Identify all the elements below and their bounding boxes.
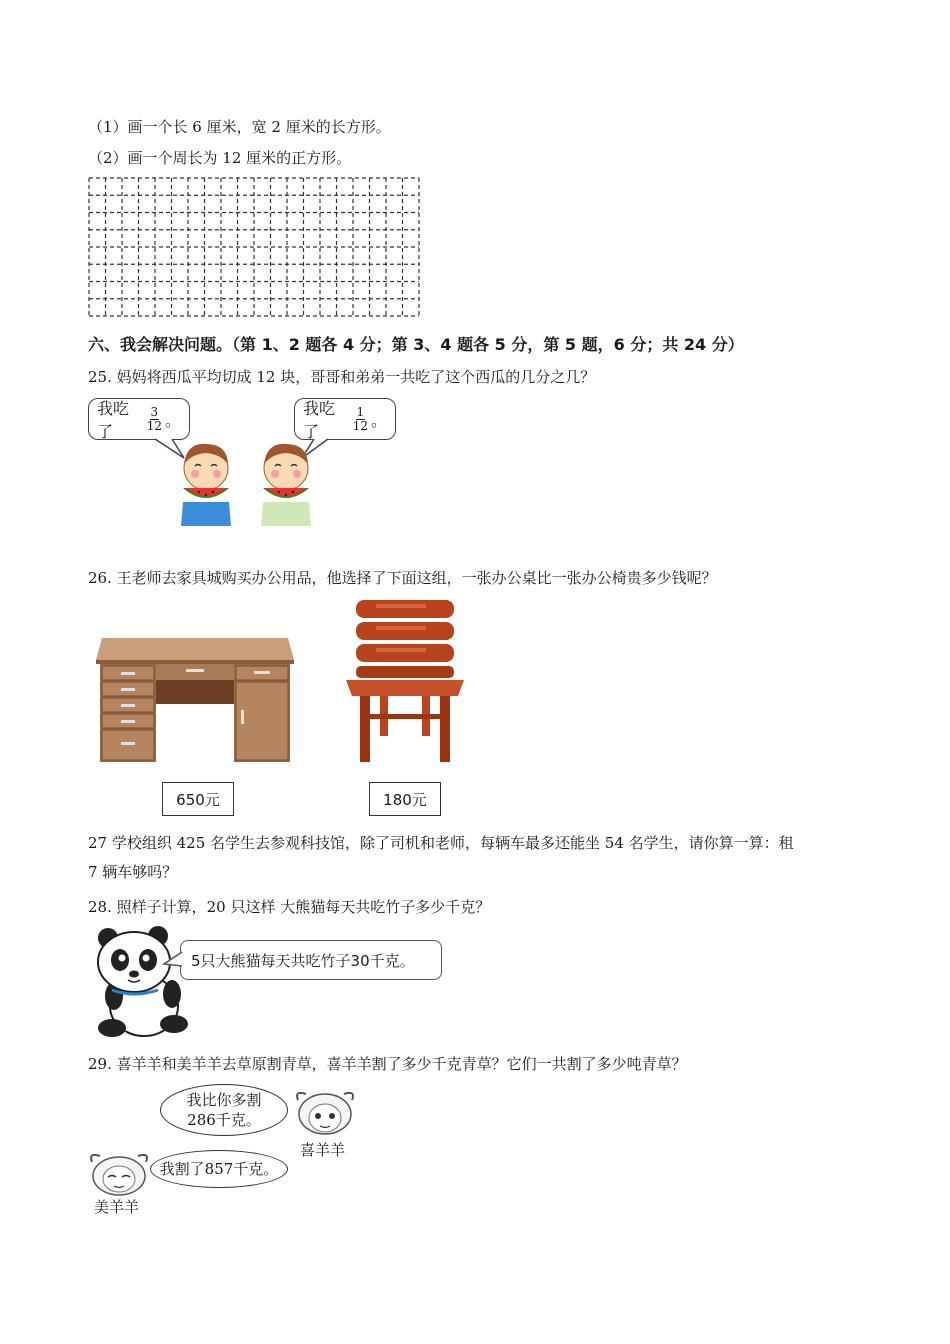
q29-text: 29. 喜羊羊和美羊羊去草原割青草，喜羊羊割了多少千克青草？它们一共割了多少吨青草？: [88, 1055, 687, 1073]
q24-part2: （2）画一个周长为 12 厘米的正方形。: [88, 149, 352, 167]
q27-line1: 27 学校组织 425 名学生去参观科技馆，除了司机和老师，每辆车最多还能坐 54 名学生，请你算一算：租: [88, 834, 794, 852]
section6-heading: 六、我会解决问题。（第 1、2 题各 4 分；第 3、4 题各 5 分，第 5 题，6 分；共 24 分）: [88, 335, 744, 354]
fraction-num: 1: [356, 404, 365, 419]
dotted-drawing-grid: [88, 177, 420, 318]
panda-image: [92, 924, 192, 1040]
bubble-left-suffix: 。: [164, 410, 181, 430]
q28-text: 28. 照样子计算，20 只这样 大熊猫每天共吃竹子多少千克？: [88, 898, 491, 916]
meiyangyang-image: [88, 1152, 150, 1198]
q28-panda-bubble: 5只大熊猫每天共吃竹子30千克。: [180, 940, 442, 980]
xiyangyang-name: 喜羊羊: [300, 1141, 346, 1159]
xiyangyang-image: [294, 1090, 356, 1138]
desk-price-tag: 650元: [162, 782, 234, 816]
xiyangyang-bubble-line2: 286千克。: [187, 1111, 261, 1129]
q25-text: 25. 妈妈将西瓜平均切成 12 块，哥哥和弟弟一共吃了这个西瓜的几分之几？: [88, 368, 596, 386]
fraction-den: 12: [352, 418, 368, 433]
xiyangyang-bubble-line1: 我比你多割: [186, 1091, 262, 1109]
bubble-right-prefix: 我吃了: [303, 399, 336, 441]
meiyangyang-name: 美羊羊: [94, 1198, 140, 1216]
panda-bubble-tail: [162, 950, 184, 970]
fraction-den: 12: [146, 418, 162, 433]
q25-bubble-right: [294, 398, 396, 440]
fraction-1-12: [353, 406, 368, 433]
bubble-left-prefix: 我吃了: [97, 399, 130, 441]
q25-bubble-left: [88, 398, 190, 440]
meiyangyang-bubble: 我割了857千克。: [150, 1150, 288, 1188]
q26-text: 26. 王老师去家具城购买办公用品，他选择了下面这组，一张办公桌比一张办公椅贵多少钱呢？: [88, 569, 717, 587]
q27-line2: 7 辆车够吗？: [88, 863, 178, 881]
chair-price-tag: 180元: [369, 782, 441, 816]
office-chair-image: [346, 596, 464, 764]
fraction-num: 3: [150, 404, 159, 419]
office-desk-image: [96, 638, 294, 764]
bubble-right-suffix: 。: [370, 410, 387, 430]
boy-little-brother-image: [255, 440, 317, 526]
q24-part1: （1）画一个长 6 厘米，宽 2 厘米的长方形。: [88, 118, 391, 136]
fraction-3-12: [147, 406, 162, 433]
xiyangyang-bubble: [160, 1084, 288, 1136]
boy-big-brother-image: [175, 440, 237, 526]
